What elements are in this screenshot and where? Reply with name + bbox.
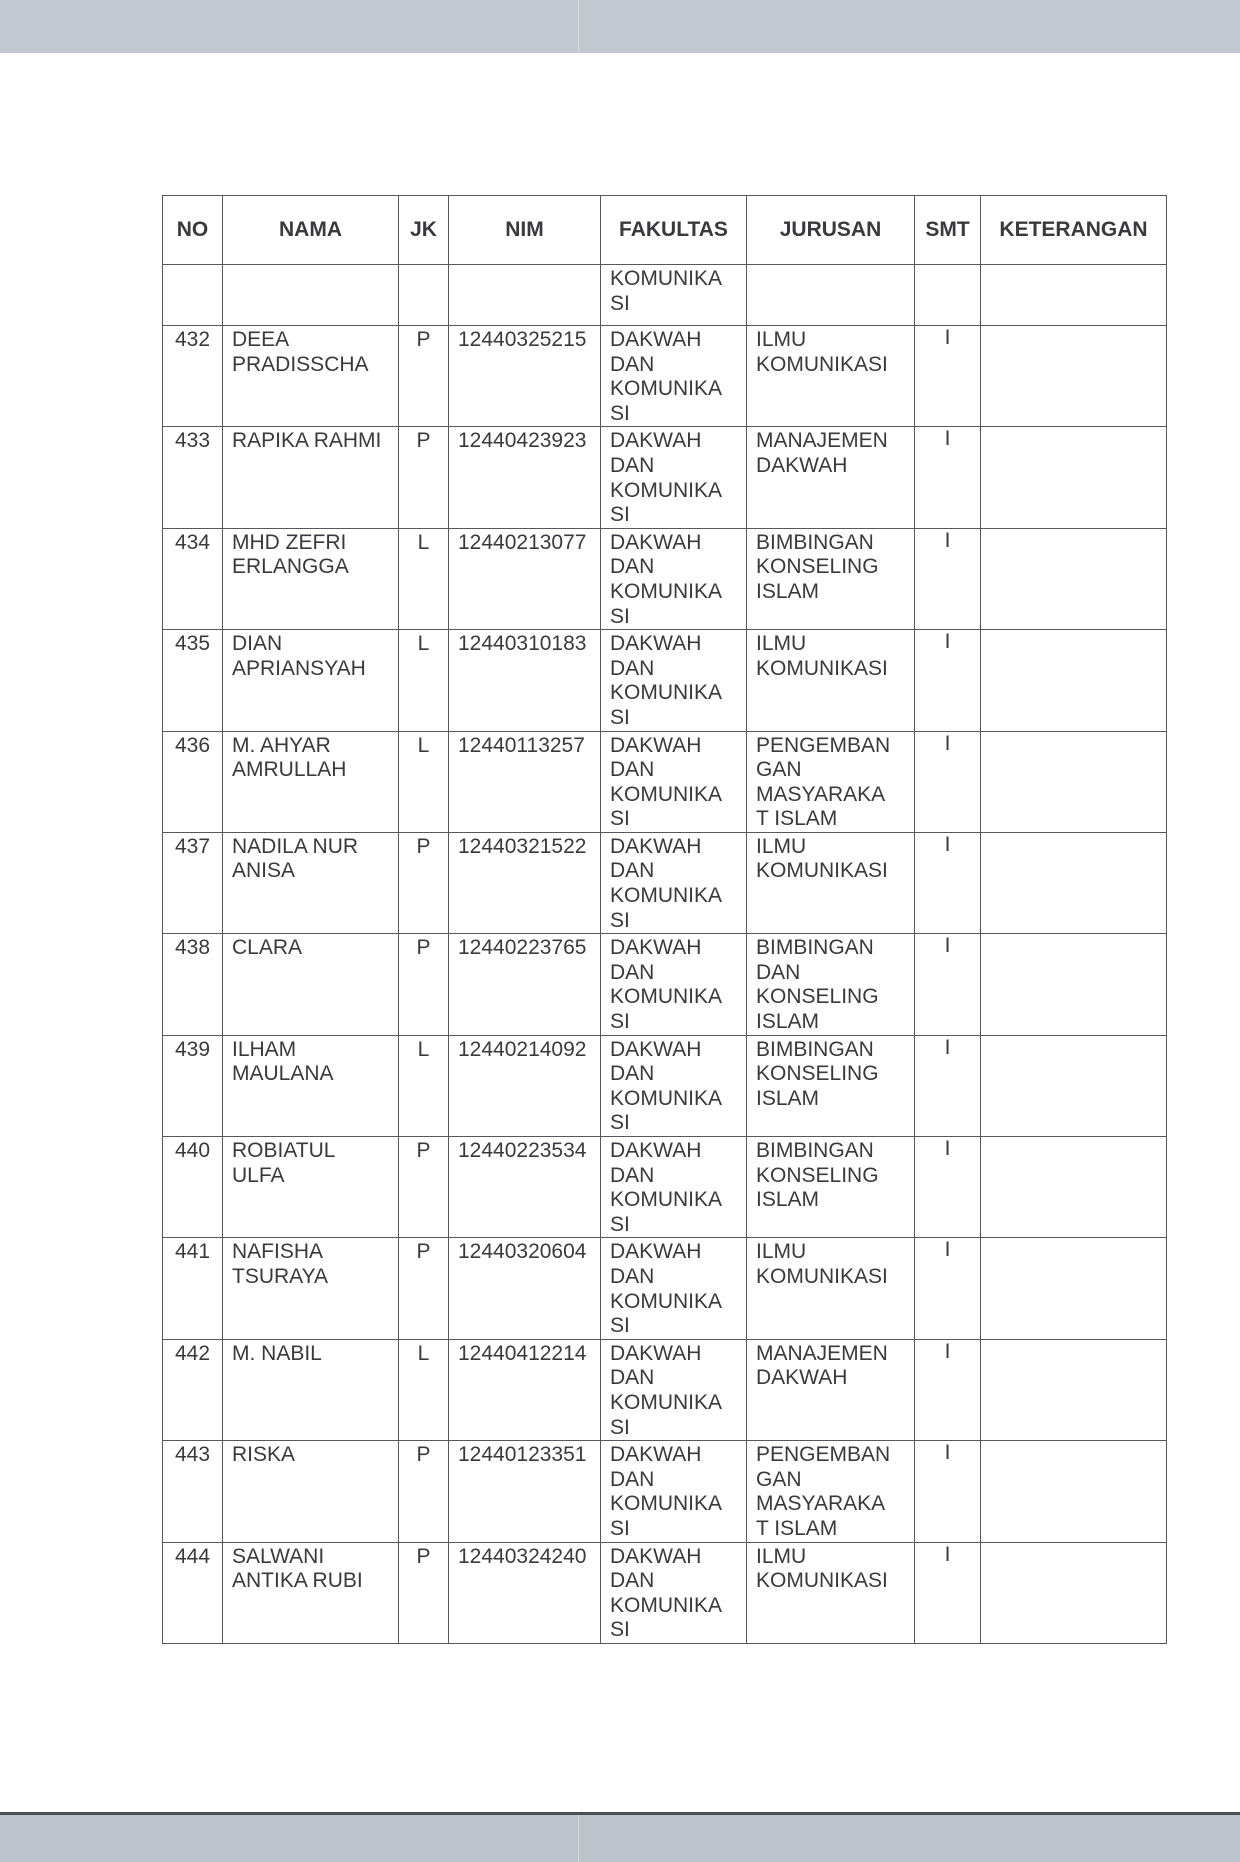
cell-keterangan	[981, 630, 1167, 731]
cell-nim: 12440423923	[449, 427, 601, 528]
cell-nim: 12440324240	[449, 1542, 601, 1643]
cell-keterangan	[981, 1542, 1167, 1643]
cell-smt: I	[915, 731, 981, 832]
table-row	[163, 731, 1167, 832]
cell-nama: DEEA PRADISSCHA	[223, 326, 399, 427]
cell-fakultas: DAKWAH DAN KOMUNIKA SI	[601, 1441, 747, 1542]
cell-nim: 12440214092	[449, 1035, 601, 1136]
cell-no: 435	[163, 630, 223, 731]
cell-smt: I	[915, 1542, 981, 1643]
cell-jurusan: BIMBINGAN DAN KONSELING ISLAM	[747, 934, 915, 1035]
cell-no: 440	[163, 1137, 223, 1238]
table-row	[163, 1542, 1167, 1643]
table-row	[163, 528, 1167, 629]
cell-smt	[915, 265, 981, 326]
cell-jk: L	[399, 1339, 449, 1440]
cell-nama: CLARA	[223, 934, 399, 1035]
cell-nama: M. NABIL	[223, 1339, 399, 1440]
cell-jk: L	[399, 528, 449, 629]
cell-nama	[223, 265, 399, 326]
cell-smt: I	[915, 1441, 981, 1542]
header-keterangan: KETERANGAN	[981, 196, 1167, 265]
cell-nama: ILHAM MAULANA	[223, 1035, 399, 1136]
cell-nama: DIAN APRIANSYAH	[223, 630, 399, 731]
cell-fakultas: DAKWAH DAN KOMUNIKA SI	[601, 326, 747, 427]
cell-fakultas: DAKWAH DAN KOMUNIKA SI	[601, 1137, 747, 1238]
cell-fakultas: KOMUNIKA SI	[601, 265, 747, 326]
cell-jk: P	[399, 832, 449, 933]
cell-jk: P	[399, 1238, 449, 1339]
cell-keterangan	[981, 265, 1167, 326]
cell-keterangan	[981, 1339, 1167, 1440]
cell-fakultas: DAKWAH DAN KOMUNIKA SI	[601, 934, 747, 1035]
cell-nama: MHD ZEFRI ERLANGGA	[223, 528, 399, 629]
cell-fakultas: DAKWAH DAN KOMUNIKA SI	[601, 1339, 747, 1440]
cell-smt: I	[915, 1137, 981, 1238]
cell-keterangan	[981, 731, 1167, 832]
cell-jurusan: ILMU KOMUNIKASI	[747, 1238, 915, 1339]
cell-jk: P	[399, 1441, 449, 1542]
cell-jurusan: PENGEMBAN GAN MASYARAKA T ISLAM	[747, 1441, 915, 1542]
cell-jurusan: BIMBINGAN KONSELING ISLAM	[747, 1035, 915, 1136]
header-jurusan: JURUSAN	[747, 196, 915, 265]
cell-smt: I	[915, 934, 981, 1035]
cell-jurusan: BIMBINGAN KONSELING ISLAM	[747, 528, 915, 629]
cell-keterangan	[981, 427, 1167, 528]
cell-keterangan	[981, 832, 1167, 933]
cell-nama: NAFISHA TSURAYA	[223, 1238, 399, 1339]
cell-smt: I	[915, 427, 981, 528]
cell-nama: NADILA NUR ANISA	[223, 832, 399, 933]
scan-border-top	[0, 0, 1240, 53]
cell-nim: 12440321522	[449, 832, 601, 933]
cell-jurusan: ILMU KOMUNIKASI	[747, 832, 915, 933]
cell-no: 441	[163, 1238, 223, 1339]
cell-fakultas: DAKWAH DAN KOMUNIKA SI	[601, 1238, 747, 1339]
cell-nim: 12440213077	[449, 528, 601, 629]
table-row	[163, 630, 1167, 731]
cell-jk: P	[399, 1542, 449, 1643]
cell-jk	[399, 265, 449, 326]
cell-no: 442	[163, 1339, 223, 1440]
cell-keterangan	[981, 528, 1167, 629]
cell-no: 437	[163, 832, 223, 933]
cell-keterangan	[981, 1137, 1167, 1238]
cell-fakultas: DAKWAH DAN KOMUNIKA SI	[601, 731, 747, 832]
cell-no	[163, 265, 223, 326]
table-row	[163, 1035, 1167, 1136]
cell-jurusan: MANAJEMEN DAKWAH	[747, 1339, 915, 1440]
cell-keterangan	[981, 326, 1167, 427]
cell-jurusan	[747, 265, 915, 326]
header-fakultas: FAKULTAS	[601, 196, 747, 265]
cell-no: 436	[163, 731, 223, 832]
table-row	[163, 326, 1167, 427]
cell-nama: RAPIKA RAHMI	[223, 427, 399, 528]
cell-nim: 12440223534	[449, 1137, 601, 1238]
table-row	[163, 934, 1167, 1035]
cell-nama: SALWANI ANTIKA RUBI	[223, 1542, 399, 1643]
cell-nim: 12440123351	[449, 1441, 601, 1542]
cell-jk: P	[399, 326, 449, 427]
cell-keterangan	[981, 1035, 1167, 1136]
cell-jk: P	[399, 1137, 449, 1238]
cell-nama: RISKA	[223, 1441, 399, 1542]
cell-jurusan: ILMU KOMUNIKASI	[747, 630, 915, 731]
cell-jk: L	[399, 731, 449, 832]
cell-keterangan	[981, 934, 1167, 1035]
header-jk: JK	[399, 196, 449, 265]
cell-no: 444	[163, 1542, 223, 1643]
table-row	[163, 1137, 1167, 1238]
cell-fakultas: DAKWAH DAN KOMUNIKA SI	[601, 832, 747, 933]
cell-nim: 12440320604	[449, 1238, 601, 1339]
cell-smt: I	[915, 832, 981, 933]
cell-nim: 12440113257	[449, 731, 601, 832]
cell-nim	[449, 265, 601, 326]
cell-nim: 12440412214	[449, 1339, 601, 1440]
cell-smt: I	[915, 630, 981, 731]
cell-smt: I	[915, 528, 981, 629]
table-row	[163, 1238, 1167, 1339]
cell-keterangan	[981, 1238, 1167, 1339]
cell-no: 434	[163, 528, 223, 629]
cell-fakultas: DAKWAH DAN KOMUNIKA SI	[601, 630, 747, 731]
cell-jk: P	[399, 427, 449, 528]
cell-nama: ROBIATUL ULFA	[223, 1137, 399, 1238]
cell-smt: I	[915, 326, 981, 427]
table-row	[163, 1441, 1167, 1542]
cell-jurusan: BIMBINGAN KONSELING ISLAM	[747, 1137, 915, 1238]
cell-jk: L	[399, 1035, 449, 1136]
cell-no: 432	[163, 326, 223, 427]
cell-no: 433	[163, 427, 223, 528]
cell-nim: 12440325215	[449, 326, 601, 427]
cell-no: 439	[163, 1035, 223, 1136]
cell-fakultas: DAKWAH DAN KOMUNIKA SI	[601, 1542, 747, 1643]
cell-no: 443	[163, 1441, 223, 1542]
cell-jk: L	[399, 630, 449, 731]
student-table	[162, 195, 1167, 1644]
cell-nim: 12440310183	[449, 630, 601, 731]
cell-jurusan: ILMU KOMUNIKASI	[747, 1542, 915, 1643]
cell-keterangan	[981, 1441, 1167, 1542]
cell-no: 438	[163, 934, 223, 1035]
cell-fakultas: DAKWAH DAN KOMUNIKA SI	[601, 528, 747, 629]
table-row	[163, 1339, 1167, 1440]
cell-smt: I	[915, 1339, 981, 1440]
cell-jurusan: PENGEMBAN GAN MASYARAKA T ISLAM	[747, 731, 915, 832]
header-nim: NIM	[449, 196, 601, 265]
table-row	[163, 832, 1167, 933]
header-nama: NAMA	[223, 196, 399, 265]
header-smt: SMT	[915, 196, 981, 265]
table-header-row	[163, 196, 1167, 265]
cell-fakultas: DAKWAH DAN KOMUNIKA SI	[601, 1035, 747, 1136]
cell-smt: I	[915, 1035, 981, 1136]
cell-jurusan: ILMU KOMUNIKASI	[747, 326, 915, 427]
table-row	[163, 427, 1167, 528]
scan-border-bottom	[0, 1812, 1240, 1862]
cell-smt: I	[915, 1238, 981, 1339]
header-no: NO	[163, 196, 223, 265]
continuation-row	[163, 265, 1167, 326]
cell-nama: M. AHYAR AMRULLAH	[223, 731, 399, 832]
cell-jk: P	[399, 934, 449, 1035]
cell-fakultas: DAKWAH DAN KOMUNIKA SI	[601, 427, 747, 528]
cell-nim: 12440223765	[449, 934, 601, 1035]
cell-jurusan: MANAJEMEN DAKWAH	[747, 427, 915, 528]
